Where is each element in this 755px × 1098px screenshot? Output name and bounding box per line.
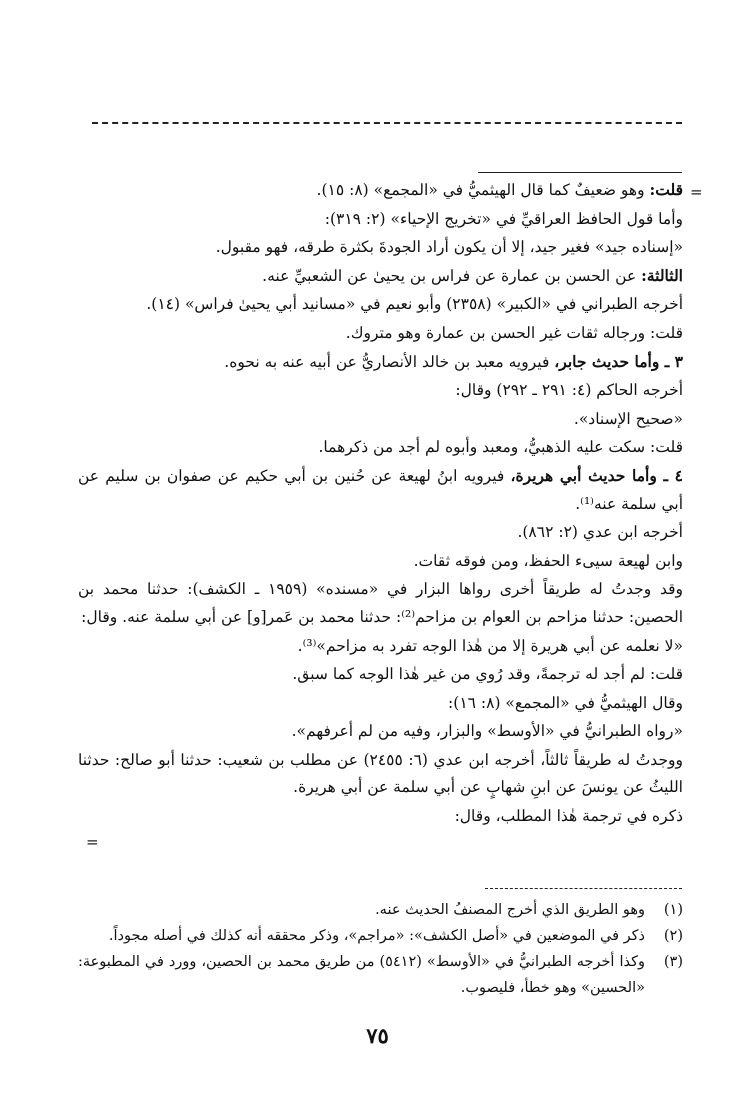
paragraph: «صحيح الإسناد». <box>573 409 683 428</box>
continuation-marker-bottom: = <box>86 833 99 851</box>
paragraph: وابن لهيعة سيىء الحفظ، ومن فوقه ثقات. <box>413 551 683 570</box>
footnote <box>78 897 683 923</box>
paragraph: أخرجه الطبراني في «الكبير» (٢٣٥٨) وأبو نعيم في «مسانيد أبي يحيىٰ فراس» (١٤). <box>146 295 683 314</box>
footnote-number: (٢) <box>663 928 683 944</box>
footnotes <box>78 897 683 1001</box>
footnote-separator <box>485 888 682 889</box>
paragraph: وقال الهيثميُّ في «المجمع» (٨: ١٦): <box>448 693 683 712</box>
footnote <box>78 923 683 949</box>
top-dashed-rule <box>92 122 682 124</box>
paragraph: أخرجه الحاكم (٤: ٢٩١ ـ ٢٩٢) وقال: <box>455 381 683 400</box>
continuation-marker-top: = <box>690 183 703 201</box>
paragraph: قلت: لم أجد له ترجمةً، وقد رُوي من غير هٰذا الوجه كما سبق. <box>292 665 683 684</box>
footnote-number: (٣) <box>663 954 683 970</box>
footnote-text: وهو الطريق الذي أخرج المصنفُ الحديث عنه. <box>375 902 645 918</box>
paragraph: الثالثة: عن الحسن بن عمارة عن فراس بن يحيىٰ عن الشعبيِّ عنه. <box>262 265 683 285</box>
footnote-text: ذكر في الموضعين في «أصل الكشف»: «مراجم»، وذكر محققه أنه كذلك في أصله مجوداً. <box>108 928 645 944</box>
paragraph: قلت: سكت عليه الذهبيُّ، ومعبد وأبوه لم أجد من ذكرهما. <box>318 438 683 457</box>
paragraph: قلت: ورجاله ثقات غير الحسن بن عمارة وهو متروك. <box>345 323 683 342</box>
main-text <box>78 176 683 831</box>
paragraph: «لا نعلمه عن أبي هريرة إلا من هٰذا الوجه تفرد به مزاحم»⁽³⁾. <box>297 636 683 655</box>
footnote <box>78 949 683 1001</box>
page-number: ٧٥ <box>366 1023 389 1048</box>
paragraph: «إسناده جيد» فغير جيد، إلا أن يكون أراد الجودةَ بكثرة طرقه، فهو مقبول. <box>215 238 683 257</box>
paragraph: وأما قول الحافظ العراقيِّ في «تخريج الإحياء» (٢: ٣١٩): <box>324 209 683 228</box>
paragraph: قلت: وهو ضعيفٌ كما قال الهيثميُّ في «المجمع» (٨: ١٥). <box>316 180 683 199</box>
footnote-number: (١) <box>663 902 683 918</box>
paragraph: وقد وجدتُ له طريقاً أخرى رواها البزار في «مسنده» (١٩٥٩ ـ الكشف): حدثنا محمد بن الحصين: حدثنا مزاحم بن العوام بن مزاحم⁽²⁾: حدثنا محمد بن عَمر[و] عن أبي سلمة عنه. وقال: <box>78 580 684 626</box>
paragraph: «رواه الطبرانيُّ في «الأوسط» والبزار، وفيه من لم أعرفهم». <box>291 722 683 741</box>
paragraph: ذكره في ترجمة هٰذا المطلب، وقال: <box>454 807 683 826</box>
paragraph: ٣ ـ وأما حديث جابر، فيرويه معبد بن خالد الأنصاريُّ عن أبيه عنه به نحوه. <box>224 351 683 371</box>
paragraph: ووجدتُ له طريقاً ثالثاً، أخرجه ابن عدي (٦: ٢٤٥٥) عن مطلب بن شعيب: حدثنا أبو صالح: حدثنا الليثُ عن يونسَ عن ابنِ شهابٍ عن أبي سلمة عن أبي هريرة. <box>78 750 683 797</box>
header-short-rule <box>478 172 682 173</box>
paragraph: أخرجه ابن عدي (٢: ٨٦٢). <box>517 523 683 542</box>
footnote-text: وكذا أخرجه الطبرانيُّ في «الأوسط» (٥٤١٢) من طريق محمد بن الحصين، وورد في المطبوعة: «الحسين» وهو خطأ، فليصوب. <box>78 954 645 996</box>
paragraph: ٤ ـ وأما حديث أبي هريرة، فيرويه ابنُ لهيعة عن حُنين بن أبي حكيم عن صفوان بن سليم عن أبي سلمة عنه⁽¹⁾. <box>78 465 683 513</box>
